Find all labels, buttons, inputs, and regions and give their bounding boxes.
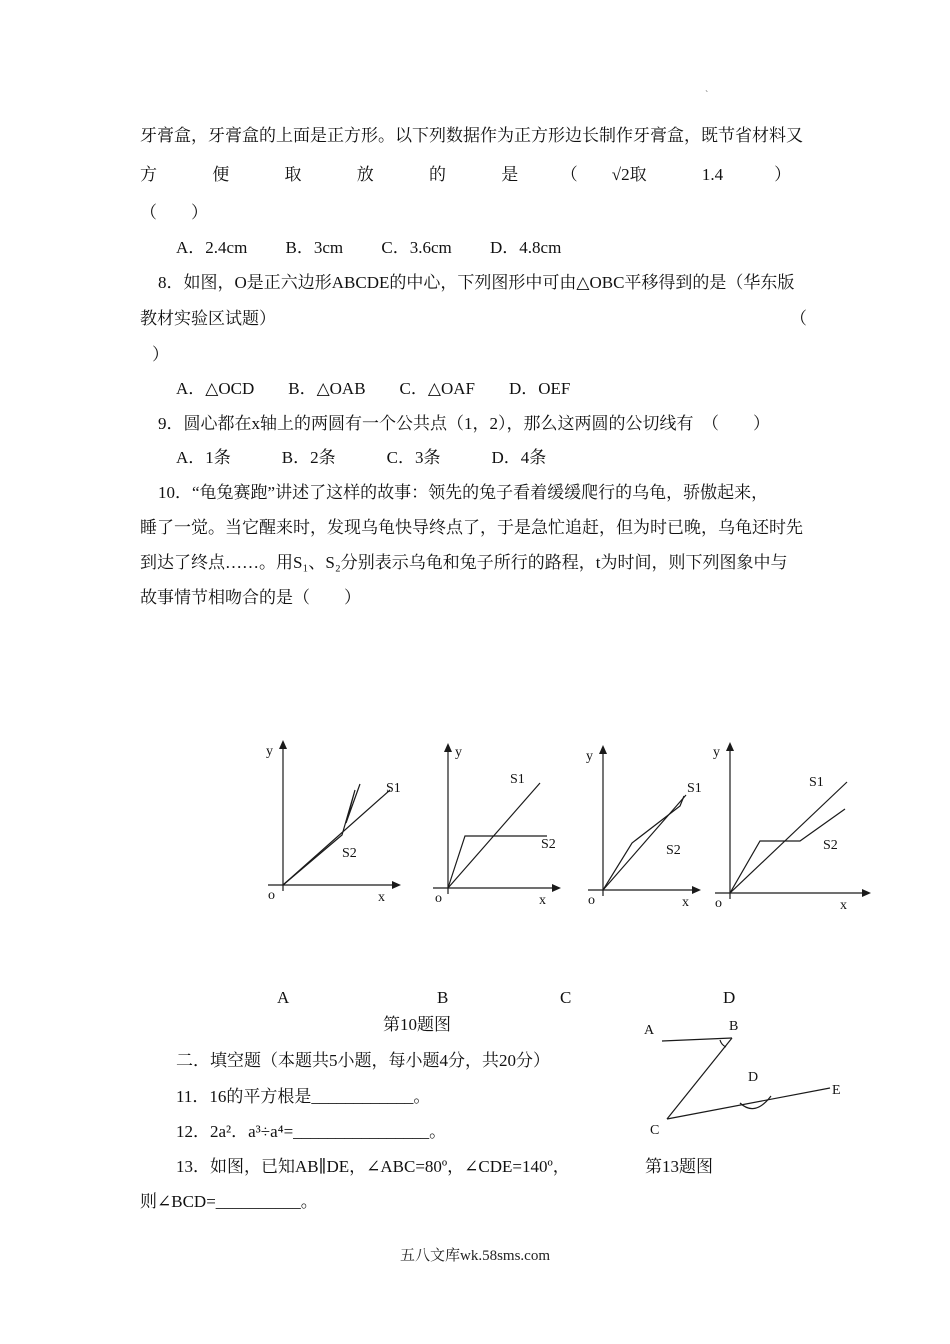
graph-c-svg bbox=[570, 738, 705, 930]
figure10-caption: 第10题图 bbox=[383, 1015, 451, 1034]
point-c-label: C bbox=[650, 1123, 660, 1138]
q10-stem-line4: 故事情节相吻合的是（ ） bbox=[140, 588, 361, 607]
graph-option-a bbox=[250, 733, 405, 930]
q10-stem-line1: 10．“龟兔赛跑”讲述了这样的故事：领先的兔子看着缓缓爬行的乌龟，骄傲起来， bbox=[158, 483, 769, 502]
x-axis-arrow bbox=[392, 881, 401, 889]
graph-letter-b: B bbox=[437, 988, 449, 1007]
origin-label: o bbox=[435, 891, 442, 906]
s1-label: S1 bbox=[510, 772, 525, 787]
s2-label: S2 bbox=[541, 837, 556, 852]
origin-label: o bbox=[268, 888, 275, 903]
figure13 bbox=[628, 1014, 853, 1159]
q8-stem-line2: 教材实验区试题） bbox=[140, 309, 276, 328]
s1-label: S1 bbox=[809, 775, 824, 790]
graph-letter-a: A bbox=[277, 988, 290, 1007]
x-axis-arrow bbox=[862, 889, 871, 897]
q9-stem: 9．圆心都在x轴上的两圆有一个公共点（1，2），那么这两圆的公切线有 （ ） bbox=[158, 414, 770, 433]
point-d-label: D bbox=[748, 1070, 759, 1085]
angle-b-arc bbox=[720, 1040, 726, 1047]
segment-ce bbox=[667, 1088, 830, 1119]
segment-ab bbox=[662, 1038, 732, 1041]
q8-bracket-close: ） bbox=[152, 345, 169, 364]
y-axis-arrow bbox=[279, 740, 287, 749]
y-axis-arrow bbox=[444, 743, 452, 752]
s1-label: S1 bbox=[386, 781, 401, 796]
y-axis-label: y bbox=[713, 745, 720, 760]
s2-line bbox=[283, 784, 360, 885]
q8-bracket-open: （ bbox=[790, 309, 807, 328]
footer-watermark: 五八文库wk.58sms.com bbox=[399, 1248, 550, 1264]
x-axis-arrow bbox=[552, 884, 561, 892]
q8-stem-line1: 8．如图，O是正六边形ABCDE的中心，下列图形中可由△OBC平移得到的是（华东版 bbox=[158, 273, 795, 292]
x-axis-label: x bbox=[682, 895, 689, 910]
graph-letter-d: D bbox=[723, 988, 736, 1007]
graph-option-d bbox=[697, 736, 875, 936]
section2-heading: 二．填空题（本题共5小题，每小题4分，共20分） bbox=[176, 1051, 550, 1070]
graph-d-svg bbox=[697, 736, 875, 931]
q8-options: A．△OCD B．△OAB C．△OAF D．OEF bbox=[176, 379, 571, 398]
point-b-label: B bbox=[729, 1019, 739, 1034]
q13-line2: 则∠BCD=__________。 bbox=[140, 1192, 318, 1211]
x-axis-label: x bbox=[378, 890, 385, 905]
figure13-caption: 第13题图 bbox=[645, 1157, 713, 1176]
q10-stem-line2: 睡了一觉。当它醒来时，发现乌龟快导终点了，于是急忙追赶，但为时已晚，乌龟还时先 bbox=[140, 518, 803, 537]
q7-stem-line1: 牙膏盒，牙膏盒的上面是正方形。以下列数据作为正方形边长制作牙膏盒，既节省材料又 bbox=[140, 126, 803, 145]
point-a-label: A bbox=[644, 1023, 655, 1038]
s2-label: S2 bbox=[823, 838, 838, 853]
q7-options: A．2.4cm B．3cm C．3.6cm D．4.8cm bbox=[176, 238, 562, 257]
graph-b-svg bbox=[415, 736, 565, 928]
point-e-label: E bbox=[832, 1083, 841, 1098]
stray-mark: ` bbox=[705, 90, 709, 101]
q10-stem-line3: 到达了终点……。用S₁、S₂分别表示乌龟和兔子所行的路程，t为时间，则下列图象中与 bbox=[140, 553, 788, 572]
graph-letter-c: C bbox=[560, 988, 572, 1007]
y-axis-arrow bbox=[726, 742, 734, 751]
graph-option-c bbox=[570, 738, 705, 935]
y-axis-label: y bbox=[586, 749, 593, 764]
graph-option-b bbox=[415, 736, 565, 933]
s1-label: S1 bbox=[687, 781, 702, 796]
x-axis-label: x bbox=[840, 898, 847, 913]
q11-line: 11．16的平方根是____________。 bbox=[176, 1087, 431, 1106]
y-axis-label: y bbox=[266, 744, 273, 759]
s2-label: S2 bbox=[666, 843, 681, 858]
s2-line bbox=[448, 836, 547, 888]
graph-a-svg bbox=[250, 733, 405, 925]
s2-label: S2 bbox=[342, 846, 357, 861]
x-axis-label: x bbox=[539, 893, 546, 908]
origin-label: o bbox=[715, 896, 722, 911]
y-axis-arrow bbox=[599, 745, 607, 754]
figure13-svg bbox=[628, 1014, 853, 1154]
q7-stem-line2: 方 便 取 放 的 是 （ √2取 1.4 ） bbox=[140, 165, 792, 184]
q12-line: 12．2a²．a³÷a⁴=________________。 bbox=[176, 1122, 447, 1141]
q9-options: A．1条 B．2条 C．3条 D．4条 bbox=[176, 448, 547, 467]
q13-line1: 13．如图，已知AB∥DE，∠ABC=80º，∠CDE=140º， bbox=[176, 1157, 570, 1176]
segment-bc bbox=[667, 1038, 732, 1119]
y-axis-label: y bbox=[455, 745, 462, 760]
q7-answer-bracket: （ ） bbox=[140, 203, 208, 222]
origin-label: o bbox=[588, 893, 595, 908]
